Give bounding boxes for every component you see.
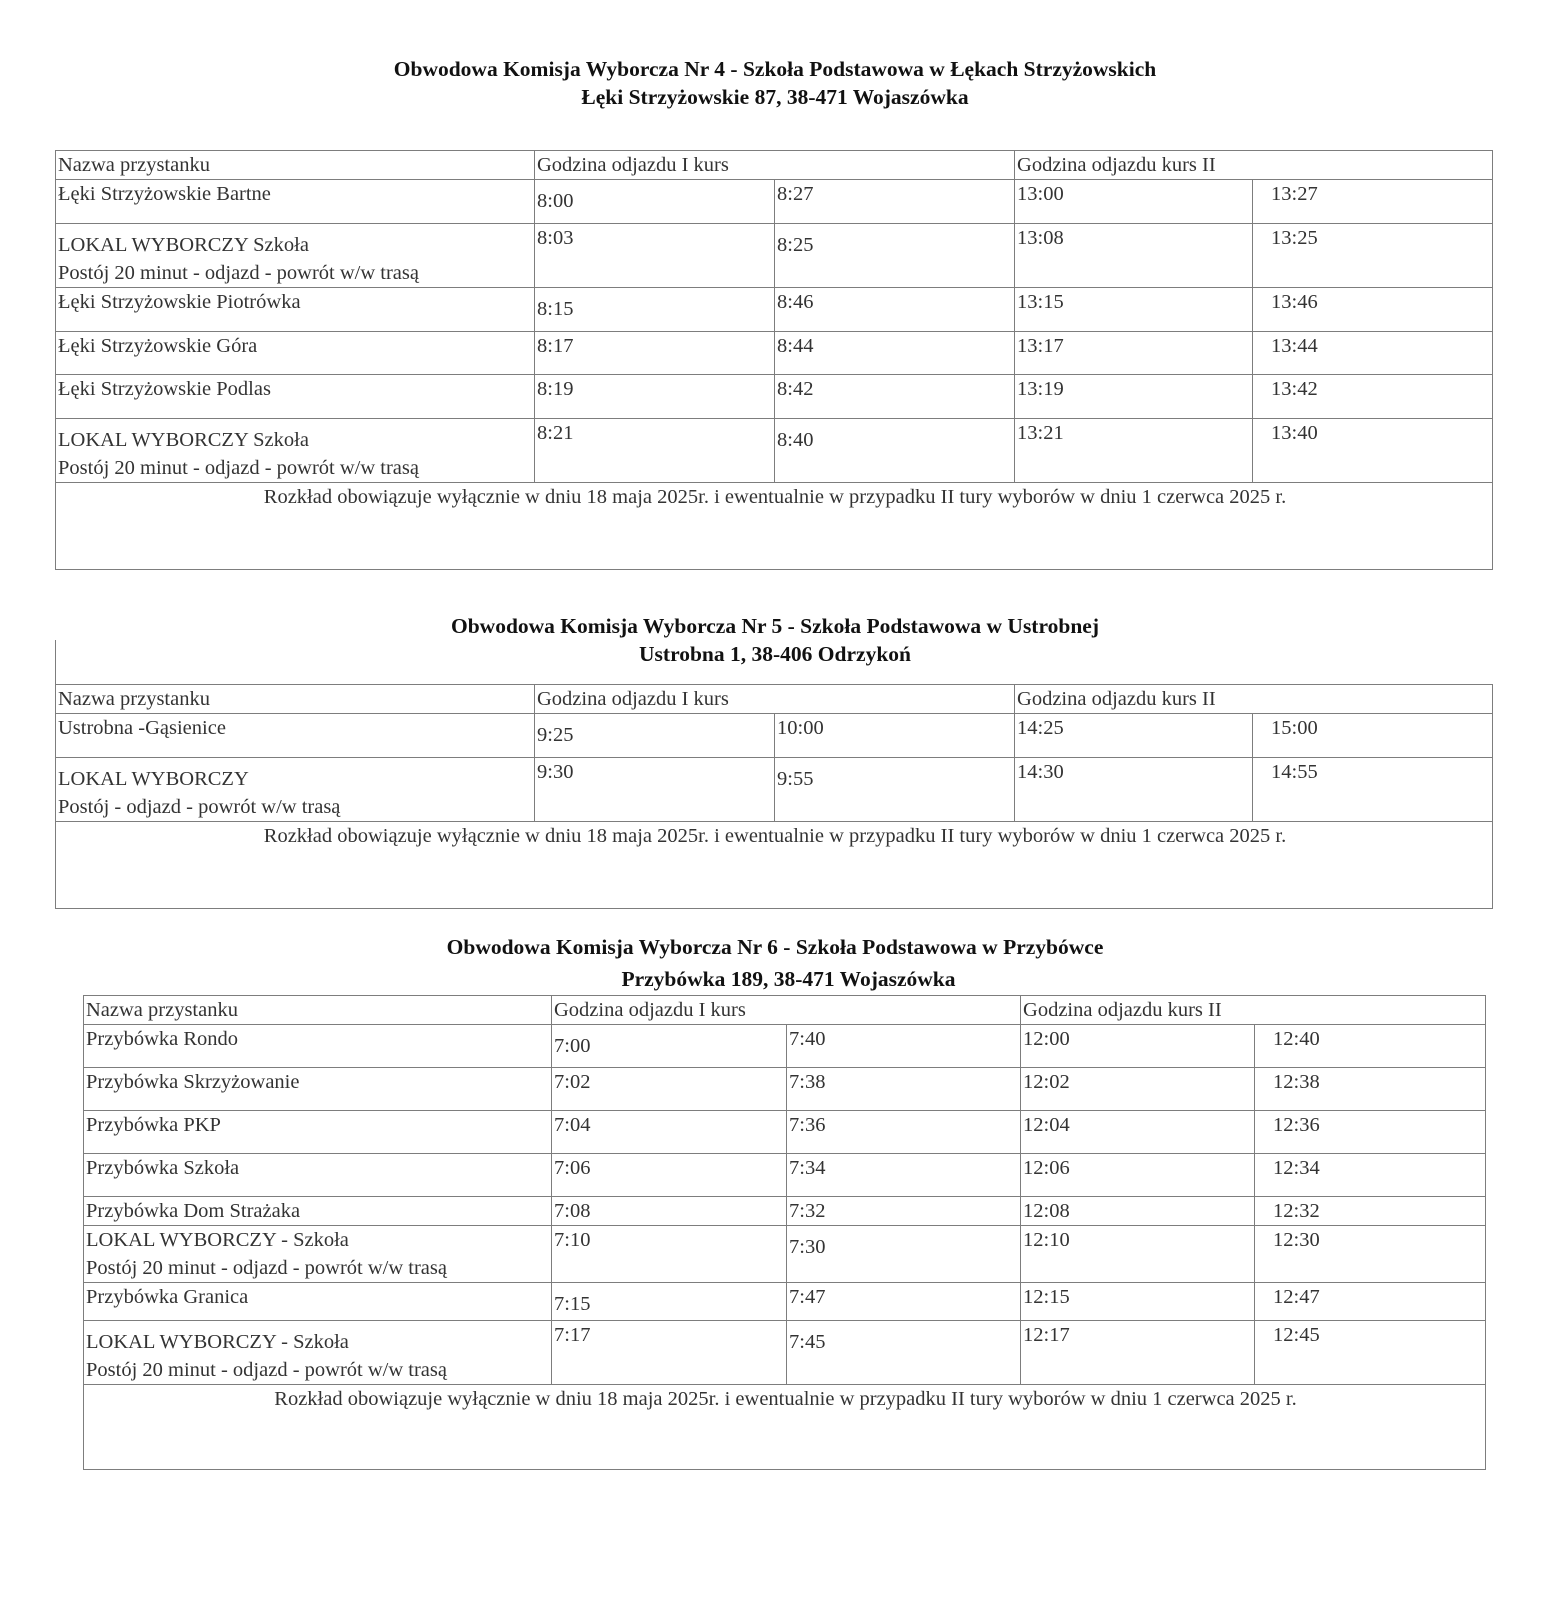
departure-time: 7:04 <box>552 1111 787 1154</box>
stop-name: Przybówka Dom Strażaka <box>84 1197 552 1226</box>
departure-time: 13:17 <box>1015 332 1253 375</box>
departure-time: 13:25 <box>1253 224 1493 288</box>
schedule-table <box>55 150 1493 570</box>
table-row <box>84 1068 1486 1111</box>
departure-time: 13:21 <box>1015 419 1253 483</box>
departure-time: 15:00 <box>1253 714 1493 758</box>
commission-title: Obwodowa Komisja Wyborcza Nr 5 - Szkoła Podstawowa w Ustrobnej <box>450 614 1099 638</box>
stop-note: Postój - odjazd - powrót w/w trasą <box>58 796 341 818</box>
validity-note: Rozkład obowiązuje wyłącznie w dniu 18 maja 2025r. i ewentualnie w przypadku II tury wyborów w dniu 1 czerwca 2025 r. <box>56 483 1493 570</box>
departure-time: 13:27 <box>1253 180 1493 224</box>
departure-time: 12:30 <box>1255 1226 1486 1283</box>
departure-time: 9:55 <box>775 758 1015 822</box>
section-heading <box>0 612 1550 668</box>
table-row <box>84 1321 1486 1385</box>
stop-name: Przybówka Rondo <box>84 1025 552 1068</box>
table-row <box>56 332 1493 375</box>
stop-name: LOKAL WYBORCZY Postój - odjazd - powrót w/w trasą <box>56 758 535 822</box>
departure-time: 13:42 <box>1253 375 1493 419</box>
stop-name: LOKAL WYBORCZY Szkoła Postój 20 minut - odjazd - powrót w/w trasą <box>56 224 535 288</box>
departure-time: 12:45 <box>1255 1321 1486 1385</box>
departure-time: 7:47 <box>787 1283 1021 1321</box>
table-row <box>84 1154 1486 1197</box>
departure-time: 7:40 <box>787 1025 1021 1068</box>
departure-time: 12:02 <box>1021 1068 1255 1111</box>
header-course-2: Godzina odjazdu kurs II <box>1015 151 1493 180</box>
header-course-1: Godzina odjazdu I kurs <box>535 685 1015 714</box>
departure-time: 7:02 <box>552 1068 787 1111</box>
section-heading <box>0 55 1550 111</box>
departure-time: 8:44 <box>775 332 1015 375</box>
header-course-2: Godzina odjazdu kurs II <box>1015 685 1493 714</box>
stop-name: LOKAL WYBORCZY - Szkoła Postój 20 minut - odjazd - powrót w/w trasą <box>84 1226 552 1283</box>
commission-title: Obwodowa Komisja Wyborcza Nr 4 - Szkoła Podstawowa w Łękach Strzyżowskich <box>393 57 1157 81</box>
header-stop-name: Nazwa przystanku <box>84 996 552 1025</box>
departure-time: 8:15 <box>535 288 775 332</box>
stop-name: Przybówka Granica <box>84 1283 552 1321</box>
departure-time: 12:00 <box>1021 1025 1255 1068</box>
table-row <box>56 419 1493 483</box>
departure-time: 9:30 <box>535 758 775 822</box>
table-row <box>84 1111 1486 1154</box>
departure-time: 8:42 <box>775 375 1015 419</box>
departure-time: 14:30 <box>1015 758 1253 822</box>
commission-title: Obwodowa Komisja Wyborcza Nr 6 - Szkoła Podstawowa w Przybówce <box>446 935 1104 959</box>
header-stop-name: Nazwa przystanku <box>56 685 535 714</box>
departure-time: 7:30 <box>787 1226 1021 1283</box>
validity-note: Rozkład obowiązuje wyłącznie w dniu 18 maja 2025r. i ewentualnie w przypadku II tury wyborów w dniu 1 czerwca 2025 r. <box>56 822 1493 909</box>
departure-time: 12:34 <box>1255 1154 1486 1197</box>
header-stop-name: Nazwa przystanku <box>56 151 535 180</box>
stop-name: Łęki Strzyżowskie Piotrówka <box>56 288 535 332</box>
table-row <box>84 1226 1486 1283</box>
departure-time: 7:45 <box>787 1321 1021 1385</box>
departure-time: 7:34 <box>787 1154 1021 1197</box>
departure-time: 7:32 <box>787 1197 1021 1226</box>
departure-time: 13:00 <box>1015 180 1253 224</box>
departure-time: 8:40 <box>775 419 1015 483</box>
stop-note: Postój 20 minut - odjazd - powrót w/w trasą <box>58 262 419 284</box>
stop-name: Przybówka Szkoła <box>84 1154 552 1197</box>
stop-note: Postój 20 minut - odjazd - powrót w/w trasą <box>86 1359 447 1381</box>
stop-name: Łęki Strzyżowskie Góra <box>56 332 535 375</box>
table-row <box>84 1283 1486 1321</box>
table-row <box>56 714 1493 758</box>
schedule-table <box>83 995 1486 1470</box>
stop-note: Postój 20 minut - odjazd - powrót w/w trasą <box>58 457 419 479</box>
table-row <box>84 1197 1486 1226</box>
section-heading <box>0 932 1550 996</box>
departure-time: 7:06 <box>552 1154 787 1197</box>
departure-time: 9:25 <box>535 714 775 758</box>
departure-time: 12:38 <box>1255 1068 1486 1111</box>
table-row <box>56 288 1493 332</box>
departure-time: 13:19 <box>1015 375 1253 419</box>
departure-time: 8:00 <box>535 180 775 224</box>
commission-address: Ustrobna 1, 38-406 Odrzykoń <box>639 642 911 666</box>
departure-time: 12:08 <box>1021 1197 1255 1226</box>
departure-time: 8:27 <box>775 180 1015 224</box>
stop-note: Postój 20 minut - odjazd - powrót w/w trasą <box>86 1257 447 1279</box>
header-course-2: Godzina odjazdu kurs II <box>1021 996 1486 1025</box>
table-row <box>56 375 1493 419</box>
commission-address: Przybówka 189, 38-471 Wojaszówka <box>621 967 956 991</box>
departure-time: 8:03 <box>535 224 775 288</box>
validity-note: Rozkład obowiązuje wyłącznie w dniu 18 maja 2025r. i ewentualnie w przypadku II tury wyborów w dniu 1 czerwca 2025 r. <box>84 1385 1486 1470</box>
departure-time: 14:25 <box>1015 714 1253 758</box>
table-row <box>84 1025 1486 1068</box>
departure-time: 13:15 <box>1015 288 1253 332</box>
departure-time: 12:47 <box>1255 1283 1486 1321</box>
table-row <box>56 758 1493 822</box>
departure-time: 7:00 <box>552 1025 787 1068</box>
departure-time: 10:00 <box>775 714 1015 758</box>
departure-time: 8:21 <box>535 419 775 483</box>
stop-name: Ustrobna -Gąsienice <box>56 714 535 758</box>
stop-name: Łęki Strzyżowskie Bartne <box>56 180 535 224</box>
schedule-table <box>55 684 1493 909</box>
table-border-line <box>55 640 56 684</box>
departure-time: 12:15 <box>1021 1283 1255 1321</box>
commission-address: Łęki Strzyżowskie 87, 38-471 Wojaszówka <box>581 85 969 109</box>
departure-time: 13:40 <box>1253 419 1493 483</box>
table-row <box>56 224 1493 288</box>
departure-time: 12:06 <box>1021 1154 1255 1197</box>
departure-time: 13:08 <box>1015 224 1253 288</box>
departure-time: 7:10 <box>552 1226 787 1283</box>
departure-time: 7:08 <box>552 1197 787 1226</box>
departure-time: 12:36 <box>1255 1111 1486 1154</box>
departure-time: 8:25 <box>775 224 1015 288</box>
departure-time: 8:17 <box>535 332 775 375</box>
stop-name: LOKAL WYBORCZY - Szkoła Postój 20 minut - odjazd - powrót w/w trasą <box>84 1321 552 1385</box>
departure-time: 7:17 <box>552 1321 787 1385</box>
departure-time: 8:19 <box>535 375 775 419</box>
departure-time: 7:38 <box>787 1068 1021 1111</box>
departure-time: 13:46 <box>1253 288 1493 332</box>
departure-time: 13:44 <box>1253 332 1493 375</box>
departure-time: 12:04 <box>1021 1111 1255 1154</box>
stop-name: Przybówka Skrzyżowanie <box>84 1068 552 1111</box>
departure-time: 7:15 <box>552 1283 787 1321</box>
stop-name: Łęki Strzyżowskie Podlas <box>56 375 535 419</box>
header-course-1: Godzina odjazdu I kurs <box>535 151 1015 180</box>
departure-time: 12:40 <box>1255 1025 1486 1068</box>
departure-time: 12:10 <box>1021 1226 1255 1283</box>
departure-time: 12:32 <box>1255 1197 1486 1226</box>
header-course-1: Godzina odjazdu I kurs <box>552 996 1021 1025</box>
departure-time: 8:46 <box>775 288 1015 332</box>
departure-time: 14:55 <box>1253 758 1493 822</box>
departure-time: 12:17 <box>1021 1321 1255 1385</box>
stop-name: LOKAL WYBORCZY Szkoła Postój 20 minut - odjazd - powrót w/w trasą <box>56 419 535 483</box>
departure-time: 7:36 <box>787 1111 1021 1154</box>
table-row <box>56 180 1493 224</box>
stop-name: Przybówka PKP <box>84 1111 552 1154</box>
